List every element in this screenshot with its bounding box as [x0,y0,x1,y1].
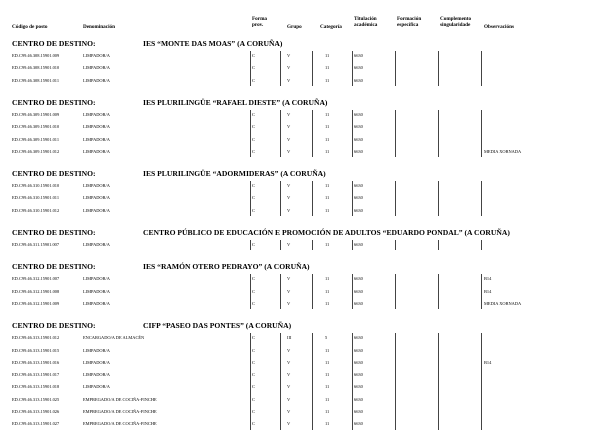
header-categoria: Categoría [320,24,342,30]
table-row [0,50,615,62]
cell-grupo: V [287,372,291,378]
cell-titulacion: 6630 [354,409,363,414]
section-label: CENTRO DE DESTINO: [12,97,96,107]
cell-categoria: 11 [325,421,330,427]
cell-post-code: ED.C99.46.310.15901.010 [12,183,60,189]
cell-grupo: V [287,300,291,306]
column-divider [312,274,313,309]
cell-titulacion: 6630 [354,384,363,390]
cell-post-code: ED.C99.46.309.15901.011 [12,136,60,142]
header-codigo: Código de posto [12,24,48,30]
cell-forma-prov: C [252,300,255,306]
cell-denomination: LIMPADOR/A [83,384,110,390]
cell-denomination: LIMPADOR/A [83,111,110,117]
cell-titulacion: 6630 [354,359,363,365]
header-titulacion-line2: académica [354,22,378,28]
cell-titulacion: 6630 [354,207,363,213]
cell-denomination: LIMPADOR/A [83,207,110,213]
cell-denomination: LIMPADOR/A [83,359,110,365]
cell-forma-prov: C [252,335,255,341]
cell-denomination: LIMPADOR/A [83,77,110,83]
column-divider [395,181,396,216]
cell-observacions: B14 [484,276,492,282]
cell-grupo: V [287,53,291,58]
cell-forma-prov: C [252,124,255,130]
table-row [0,406,615,418]
cell-titulacion: 6630 [354,335,363,341]
cell-denomination: LIMPADOR/A [83,347,110,353]
cell-forma-prov: C [252,421,255,427]
table-row [0,146,615,158]
column-divider [280,333,281,429]
header-forma-line1: Forma [252,16,267,22]
column-divider [438,240,439,250]
column-divider [481,274,482,309]
cell-titulacion: 6630 [354,183,363,189]
column-divider [395,110,396,157]
cell-categoria: 11 [325,183,330,189]
cell-forma-prov: C [252,53,255,58]
table-row [0,109,615,121]
section-center-name: IES PLURILINGÜE “RAFAEL DIESTE” (A CORUÑA) [143,97,328,107]
cell-titulacion: 6630 [354,111,363,117]
column-divider [250,181,251,216]
cell-denomination: LIMPADOR/A [83,136,110,142]
column-divider [312,51,313,86]
cell-forma-prov: C [252,384,255,390]
cell-forma-prov: C [252,242,255,247]
column-divider [395,333,396,429]
header-formacion-line1: Formación [397,16,422,22]
section-center-name: IES “MONTE DAS MOAS” (A CORUÑA) [143,39,283,48]
cell-forma-prov: C [252,136,255,142]
table-row [0,192,615,204]
column-divider [250,110,251,157]
cell-categoria: 11 [325,359,330,365]
cell-denomination: LIMPADOR/A [83,148,110,154]
cell-forma-prov: C [252,396,255,402]
cell-titulacion: 6630 [354,396,363,402]
column-divider [312,333,313,429]
cell-titulacion: 6630 [354,276,363,282]
cell-post-code: ED.C99.46.308.15901.010 [12,65,60,71]
cell-forma-prov: C [252,372,255,378]
header-forma-line2: prov. [252,22,264,28]
cell-observacions: MEDIA XORNADA [484,148,522,154]
section-label: CENTRO DE DESTINO: [12,169,96,179]
column-divider [250,333,251,429]
cell-titulacion: 6630 [354,421,363,427]
cell-denomination: LIMPADOR/A [83,276,110,282]
table-row [0,357,615,369]
column-divider [280,274,281,309]
cell-forma-prov: C [252,409,255,414]
cell-forma-prov: C [252,148,255,154]
cell-titulacion: 6630 [354,65,363,71]
column-divider [312,181,313,216]
column-divider [438,333,439,429]
column-divider [481,51,482,86]
header-observacions: Observacións [484,24,514,30]
cell-categoria: 11 [325,111,330,117]
table-row [0,239,615,251]
section-heading [0,166,615,180]
cell-denomination: LIMPADOR/A [83,183,110,189]
cell-grupo: V [287,65,291,71]
cell-categoria: 11 [325,288,330,294]
cell-categoria: 11 [325,77,330,83]
column-divider [250,274,251,309]
section-heading [0,36,615,50]
column-divider [352,333,353,429]
table-row [0,205,615,217]
column-divider [280,181,281,216]
column-divider [481,181,482,216]
cell-forma-prov: C [252,183,255,189]
column-divider [352,240,353,250]
column-divider [280,110,281,157]
table-row [0,121,615,133]
column-divider [438,274,439,309]
section-label: CENTRO DE DESTINO: [12,39,96,48]
cell-post-code: ED.C99.46.313.15901.026 [12,409,60,414]
column-divider [481,240,482,250]
table-row [0,345,615,357]
cell-categoria: 11 [325,65,330,71]
cell-post-code: ED.C99.46.312.15901.008 [12,288,60,294]
cell-post-code: ED.C99.46.310.15901.011 [12,195,60,201]
table-row [0,286,615,298]
cell-titulacion: 6630 [354,372,363,378]
cell-denomination: LIMPADOR/A [83,124,110,130]
cell-titulacion: 6630 [354,195,363,201]
cell-observacions: B14 [484,288,492,294]
cell-grupo: V [287,195,291,201]
cell-post-code: ED.C99.46.313.15901.025 [12,396,60,402]
section-center-name: IES “RAMÓN OTERO PEDRAYO” (A CORUÑA) [143,262,310,272]
cell-categoria: 11 [325,148,330,154]
cell-denomination: LIMPADOR/A [83,65,110,71]
cell-post-code: ED.C99.46.308.15901.011 [12,77,60,83]
cell-categoria: 11 [325,207,330,213]
cell-categoria: 11 [325,276,330,282]
cell-post-code: ED.C99.46.309.15901.010 [12,124,60,130]
column-divider [438,110,439,157]
table-row [0,75,615,87]
column-divider [481,110,482,157]
section-label: CENTRO DE DESTINO: [12,228,96,237]
cell-categoria: 11 [325,396,330,402]
column-divider [481,333,482,429]
cell-post-code: ED.C99.46.312.15901.009 [12,300,60,306]
cell-denomination: LIMPADOR/A [83,242,110,247]
cell-post-code: ED.C99.46.312.15901.007 [12,276,60,282]
section-label: CENTRO DE DESTINO: [12,262,96,272]
header-formacion-line2: específica [397,22,419,28]
header-complemento-line1: Complemento [440,16,472,22]
cell-forma-prov: C [252,359,255,365]
column-divider [395,240,396,250]
header-formacion [397,16,421,28]
cell-forma-prov: C [252,77,255,83]
cell-grupo: V [287,124,291,130]
cell-grupo: V [287,288,291,294]
cell-denomination: ENCARGADO/A DE ALMACÉN [83,335,145,341]
column-divider [280,51,281,86]
section-heading [0,95,615,109]
cell-post-code: ED.C99.46.313.15901.015 [12,347,60,353]
cell-categoria: 11 [325,195,330,201]
cell-grupo: V [287,409,291,414]
section-center-name: CENTRO PÚBLICO DE EDUCACIÓN E PROMOCIÓN DE ADULTOS “EDUARDO PONDAL” (A CORUÑA) [143,228,510,237]
cell-titulacion: 6630 [354,300,363,306]
cell-grupo: V [287,396,291,402]
table-row [0,369,615,381]
cell-denomination: EMPREGADO/A DE COCIÑA-FINCHE [83,396,157,402]
cell-denomination: LIMPADOR/A [83,53,110,58]
header-grupo: Grupo [287,24,302,30]
cell-grupo: V [287,421,291,427]
cell-categoria: 11 [325,242,330,247]
header-forma-prov [252,16,267,28]
cell-post-code: ED.C99.46.313.15901.017 [12,372,60,378]
cell-categoria: 11 [325,124,330,130]
cell-forma-prov: C [252,276,255,282]
cell-denomination: EMPREGADO/A DE COCIÑA-FINCHE [83,421,157,427]
column-divider [352,274,353,309]
cell-forma-prov: C [252,195,255,201]
cell-categoria: 11 [325,372,330,378]
cell-grupo: III [287,335,292,341]
cell-grupo: V [287,111,291,117]
table-row [0,381,615,393]
cell-categoria: 11 [325,53,330,58]
cell-forma-prov: C [252,207,255,213]
table-row [0,418,615,430]
cell-post-code: ED.C99.46.311.15901.007 [12,242,60,247]
column-divider [280,240,281,250]
cell-grupo: V [287,347,291,353]
cell-denomination: LIMPADOR/A [83,288,110,294]
cell-titulacion: 6630 [354,77,363,83]
table-row [0,394,615,406]
cell-post-code: ED.C99.46.309.15901.009 [12,111,60,117]
header-denominacion: Denominación [83,24,115,30]
section-center-name: IES PLURILINGÜE “ADORMIDERAS” (A CORUÑA) [143,169,326,179]
cell-denomination: LIMPADOR/A [83,300,110,306]
table-row [0,62,615,74]
column-divider [438,51,439,86]
cell-categoria: 11 [325,347,330,353]
cell-grupo: V [287,242,291,247]
header-complemento-line2: singularidade [440,22,471,28]
column-divider [438,181,439,216]
header-titulacion-line1: Titulación [354,16,377,22]
cell-grupo: V [287,136,291,142]
header-complemento [440,16,471,28]
cell-titulacion: 6630 [354,148,363,154]
cell-post-code: ED.C99.46.313.15901.018 [12,384,60,390]
header-titulacion [354,16,377,28]
table-row [0,273,615,285]
cell-titulacion: 6630 [354,136,363,142]
section-heading [0,259,615,273]
cell-grupo: V [287,384,291,390]
section-heading [0,318,615,332]
cell-categoria: 5 [325,335,328,341]
cell-observacions: MEDIA XORNADA [484,300,522,306]
section-center-name: CIFP “PASEO DAS PONTES” (A CORUÑA) [143,321,292,331]
cell-forma-prov: C [252,111,255,117]
cell-denomination: EMPREGADO/A DE COCIÑA-FINCHE [83,409,157,414]
cell-categoria: 11 [325,384,330,390]
section-label: CENTRO DE DESTINO: [12,321,96,331]
cell-post-code: ED.C99.46.309.15901.012 [12,148,60,154]
column-divider [250,51,251,86]
cell-grupo: V [287,276,291,282]
cell-titulacion: 6630 [354,124,363,130]
column-divider [312,110,313,157]
cell-post-code: ED.C99.46.310.15901.012 [12,207,60,213]
cell-forma-prov: C [252,288,255,294]
cell-observacions: B14 [484,359,492,365]
table-row [0,180,615,192]
column-divider [352,181,353,216]
cell-grupo: V [287,359,291,365]
cell-grupo: V [287,207,291,213]
cell-categoria: 11 [325,136,330,142]
table-row [0,332,615,344]
cell-titulacion: 6630 [354,288,363,294]
cell-titulacion: 6630 [354,242,363,247]
column-divider [395,274,396,309]
table-row [0,298,615,310]
cell-forma-prov: C [252,65,255,71]
cell-denomination: LIMPADOR/A [83,195,110,201]
column-divider [352,110,353,157]
column-divider [352,51,353,86]
cell-post-code: ED.C99.46.313.15901.027 [12,421,60,427]
cell-categoria: 11 [325,300,330,306]
cell-titulacion: 6630 [354,347,363,353]
cell-grupo: V [287,183,291,189]
section-heading [0,225,615,239]
cell-post-code: ED.C99.46.313.15901.012 [12,335,60,341]
cell-post-code: ED.C99.46.313.15901.016 [12,359,60,365]
cell-grupo: V [287,77,291,83]
cell-denomination: LIMPADOR/A [83,372,110,378]
cell-forma-prov: C [252,347,255,353]
cell-categoria: 11 [325,409,330,414]
cell-titulacion: 6630 [354,53,363,58]
cell-post-code: ED.C99.46.308.15901.009 [12,53,60,58]
column-divider [395,51,396,86]
table-row [0,134,615,146]
column-divider [312,240,313,250]
column-divider [250,240,251,250]
cell-grupo: V [287,148,291,154]
